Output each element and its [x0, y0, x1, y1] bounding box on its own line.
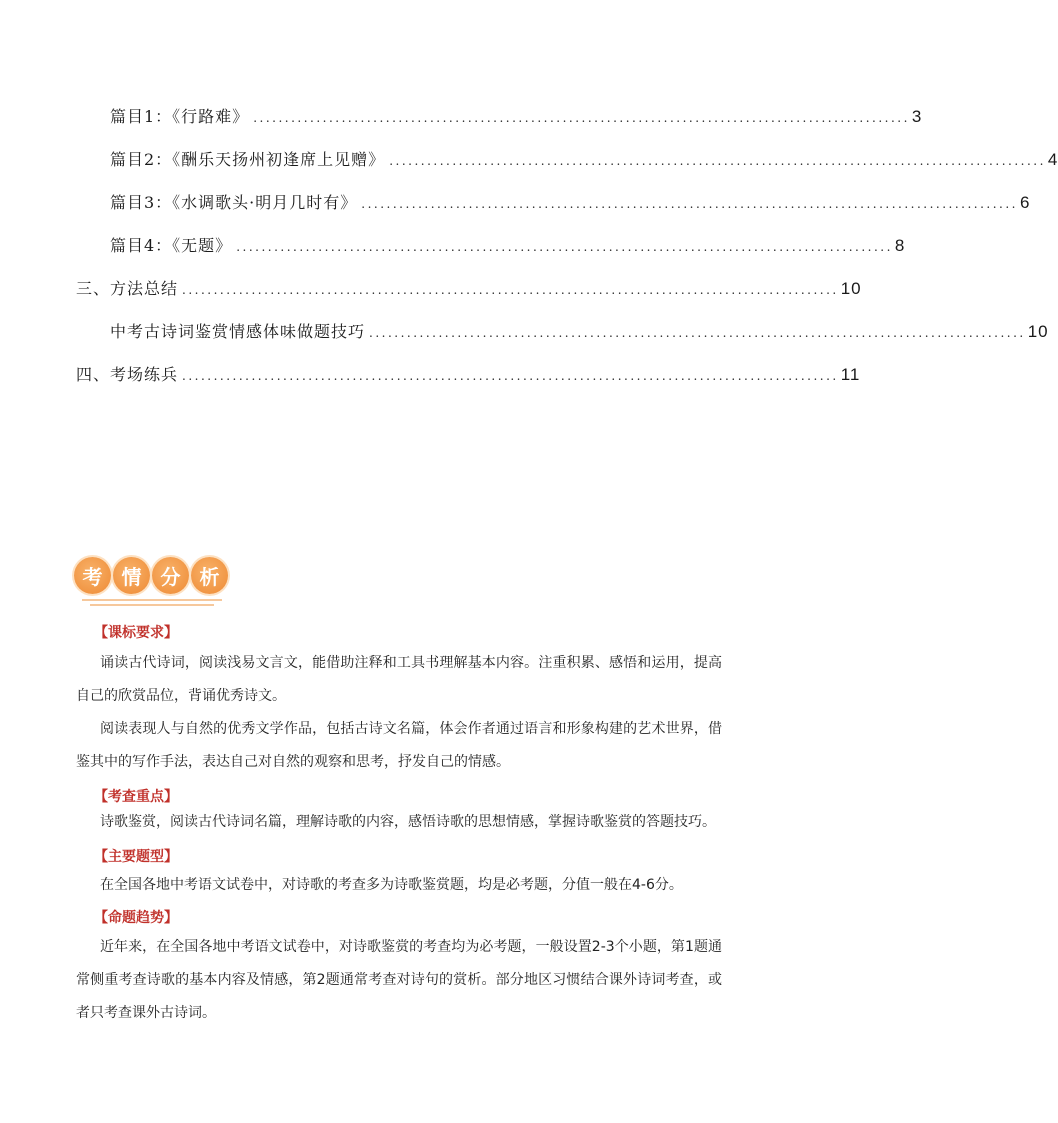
- toc-leader: ........................................................................................................: [389, 154, 1046, 168]
- toc-entry[interactable]: [110, 146, 1058, 170]
- toc-entry[interactable]: [76, 361, 861, 385]
- toc-entry[interactable]: [110, 232, 906, 256]
- toc-entry[interactable]: [110, 318, 1049, 342]
- kaocha-paragraph: 诗歌鉴赏，阅读古代诗词名篇，理解诗歌的内容，感悟诗歌的思想情感，掌握诗歌鉴赏的答题技巧。: [100, 814, 716, 830]
- toc-leader: ........................................................................................................: [369, 326, 1026, 340]
- banner-char: 情: [113, 557, 150, 594]
- toc-entry-page: 3: [911, 107, 923, 126]
- toc-entry[interactable]: [110, 189, 1031, 213]
- toc-leader: ........................................................................................................: [361, 197, 1018, 211]
- toc-entry[interactable]: [76, 275, 862, 299]
- toc-entry-label: 篇目4：《无题》: [110, 236, 233, 255]
- toc-entry-page: 4: [1047, 150, 1058, 169]
- toc-leader: ........................................................................................................: [236, 240, 893, 254]
- section-heading-qushi: 【命题趋势】: [94, 910, 178, 926]
- toc-entry-label: 四、考场练兵: [76, 365, 179, 384]
- toc-leader: ........................................................................................................: [253, 111, 910, 125]
- toc-entry-label: 篇目1：《行路难》: [110, 107, 250, 126]
- banner-char: 考: [74, 557, 111, 594]
- toc-entry-page: 10: [1027, 322, 1049, 341]
- section-heading-tixing: 【主要题型】: [94, 849, 178, 865]
- kebiao-paragraph-1: 诵读古代诗词，阅读浅易文言文，能借助注释和工具书理解基本内容。注重积累、感悟和运用，提高自己的欣赏品位，背诵优秀诗文。: [76, 655, 722, 704]
- section-heading-kaocha: 【考查重点】: [94, 789, 178, 805]
- toc-entry-label: 篇目2：《酬乐天扬州初逢席上见赠》: [110, 150, 386, 169]
- tixing-paragraph: 在全国各地中考语文试卷中，对诗歌的考查多为诗歌鉴赏题，均是必考题，分值一般在4-6分。: [100, 877, 683, 893]
- kebiao-paragraph-2: 阅读表现人与自然的优秀文学作品，包括古诗文名篇，体会作者通过语言和形象构建的艺术世界，借鉴其中的写作手法，表达自己对自然的观察和思考，抒发自己的情感。: [76, 721, 722, 770]
- toc-entry-page: 10: [840, 279, 862, 298]
- toc-leader: ........................................................................................................: [182, 283, 839, 297]
- toc-entry-page: 8: [894, 236, 906, 255]
- toc-entry-page: 11: [840, 365, 861, 384]
- toc-entry[interactable]: [110, 103, 923, 127]
- banner-underline: [82, 599, 222, 601]
- qushi-paragraph: 近年来，在全国各地中考语文试卷中，对诗歌鉴赏的考查均为必考题，一般设置2-3个小题，第1题通常侧重考查诗歌的基本内容及情感，第2题通常考查对诗句的赏析。部分地区习惯结合课外诗词考查，或者只考查课外古诗词。: [76, 939, 722, 1021]
- banner-char: 析: [191, 557, 228, 594]
- kaoqing-fenxi-banner: [74, 557, 230, 607]
- section-heading-kebiao: 【课标要求】: [94, 625, 178, 641]
- banner-underline: [90, 604, 214, 606]
- banner-char: 分: [152, 557, 189, 594]
- toc-leader: ........................................................................................................: [182, 369, 839, 383]
- toc-entry-page: 6: [1019, 193, 1031, 212]
- toc-entry-label: 篇目3：《水调歌头·明月几时有》: [110, 193, 358, 212]
- toc-entry-label: 中考古诗词鉴赏情感体味做题技巧: [110, 322, 366, 341]
- toc-entry-label: 三、方法总结: [76, 279, 179, 298]
